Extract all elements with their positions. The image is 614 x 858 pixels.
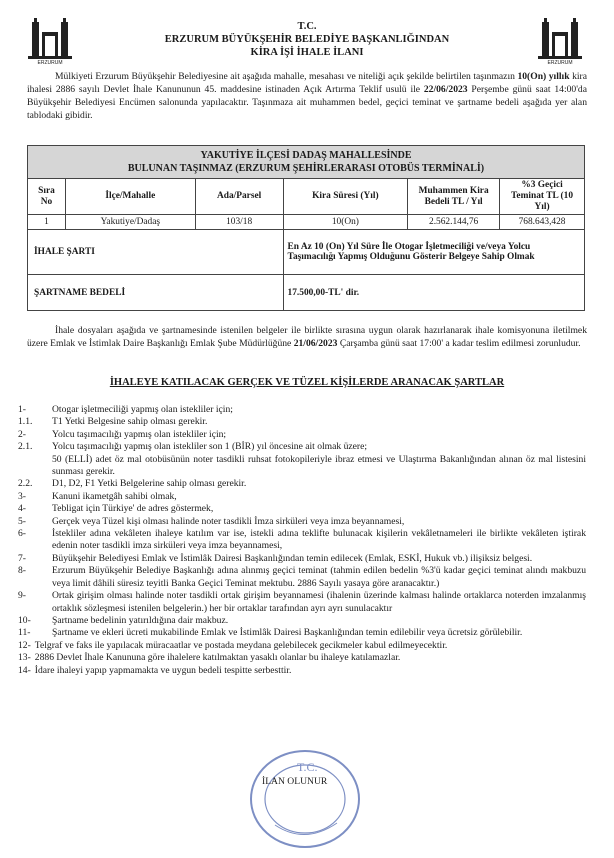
- para2-bold-date: 21/06/2023: [293, 338, 338, 349]
- cell-ilce: Yakutiye/Dadaş: [65, 215, 195, 230]
- list-item: [18, 640, 586, 652]
- list-item-text: Gerçek veya Tüzel kişi olması halinde noter tasdikli İmza sirküleri veya imza beyannamesi,: [52, 515, 405, 527]
- col-header-teminat: %3 Geçici Teminat TL (10 Yıl): [500, 179, 585, 215]
- list-item: [18, 627, 586, 639]
- twin-minaret-logo-icon: [538, 18, 582, 60]
- intro-text-a: Mülkiyeti Erzurum Büyükşehir Belediyesine ait aşağıda mahalle, mesahası ve niteliği açık şekilde belirtilen taşınmazın: [55, 71, 518, 82]
- col-header-ilce: İlçe/Mahalle: [65, 179, 195, 215]
- cell-ada: 103/18: [195, 215, 283, 230]
- list-item: [18, 503, 586, 515]
- list-item: [18, 528, 586, 553]
- list-item-number: 9-: [18, 590, 26, 602]
- header-title: KİRA İŞİ İHALE İLANI: [250, 47, 364, 58]
- list-item: [18, 516, 586, 528]
- header-institution: ERZURUM BÜYÜKŞEHİR BELEDİYE BAŞKANLIĞINDAN: [164, 34, 450, 45]
- list-item-text: Kanuni ikametgâh sahibi olmak,: [52, 490, 177, 502]
- list-item: [18, 416, 586, 428]
- list-item-text: 50 (ELLİ) adet öz mal otobüsünün noter tasdikli ruhsat fotokopileriyle ibraz etmesi ve Ulaştırma Bakanlığından alınan öz mal listesini sunması gerekir.: [52, 453, 586, 478]
- municipality-logo-right: [538, 18, 582, 68]
- list-item-text: T1 Yetki Belgesine sahip olması gerekir.: [52, 416, 208, 428]
- cell-sure: 10(On): [283, 215, 408, 230]
- list-item-text: Telgraf ve faks ile yapılacak müracaatlar ve postada meydana gelebilecek gecikmeler kabul edilmeyecektir.: [34, 639, 448, 651]
- para2-text-a: İhale dosyaları aşağıda ve şartnamesinde istenilen belgeler ile birlikte sırasına uygun olarak hazırlanarak ihale komisyonuna iletilmek üzere Emlak ve İstimlak Daire Başkanlığı Emlak Şube Müdürlüğüne: [27, 325, 587, 349]
- list-item-number: 2-: [18, 428, 26, 440]
- list-item: [18, 565, 586, 590]
- municipality-logo-left: [28, 18, 72, 68]
- logo-caption-right: ERZURUM: [547, 60, 573, 66]
- intro-bold-duration: 10(On) yıllık: [517, 71, 570, 82]
- list-item-text: 2886 Devlet İhale Kanununa göre ihalelere katılmaktan yasaklı olanlar bu ihaleye katılamazlar.: [34, 652, 401, 664]
- logo-caption-left: ERZURUM: [37, 60, 63, 66]
- list-item-text: Büyükşehir Belediyesi Emlak ve İstimlâk Dairesi Başkanlığından temin edilecek (Emlak, ESKİ, Hukuk vb.) ilişiksiz belgesi.: [52, 552, 533, 564]
- twin-minaret-logo-icon: [28, 18, 72, 60]
- list-item-number: 5-: [18, 515, 26, 527]
- intro-text-b: kira ihalesi 2886 sayılı Devlet İhale Kanununun 45. maddesine istinaden Açık Artırma Teklif usulü ile: [27, 71, 587, 95]
- table-title-line1: YAKUTİYE İLÇESİ DADAŞ MAHALLESİNDE: [200, 150, 412, 161]
- official-seal-stamp: [245, 745, 365, 853]
- conditions-title: İHALEYE KATILACAK GERÇEK VE TÜZEL KİŞİLERDE ARANACAK ŞARTLAR: [109, 377, 505, 388]
- list-item-number: [18, 454, 52, 479]
- list-item: [18, 590, 586, 615]
- list-item-number: 14-: [18, 664, 31, 676]
- sartname-bedeli-value: 17.500,00-TL' dir.: [283, 275, 584, 311]
- property-table: [27, 145, 585, 311]
- submission-paragraph: [27, 324, 587, 350]
- stamp-text: T.C.: [297, 760, 318, 774]
- list-item-text: Erzurum Büyükşehir Belediye Başkanlığı adına alınmış geçici teminat (tahmin edilen bedelin %3'ü kadar geçici teminat alındı makbuzu veya limit dâhili süresiz teyitli Banka Geçici Teminat mektubu. 2886 Sayılı yasaya göre aranacaktır.): [52, 565, 586, 589]
- cell-teminat: 768.643,428: [500, 215, 585, 230]
- list-item-number: 7-: [18, 552, 26, 564]
- list-item: [18, 665, 586, 677]
- list-item-number: 2.1.: [18, 441, 33, 453]
- list-item-text: Şartname bedelinin yatırıldığına dair makbuz.: [52, 614, 229, 626]
- sartname-bedeli-label: ŞARTNAME BEDELİ: [28, 275, 284, 311]
- list-item-text: Yolcu taşımacılığı yapmış olan istekliler için;: [52, 428, 227, 440]
- intro-bold-date: 22/06/2023: [423, 84, 468, 95]
- list-item-text: İstekliler adına vekâleten ihaleye katılım var ise, istekli adına teklifte bulunacak kişilerin vekâletnameleri ile birlikte vekâleten iştirak edenin noter tasdikli imza sirküleri veya imza beyannamesi,: [52, 528, 586, 552]
- ilan-olunur: İLAN OLUNUR: [262, 776, 328, 787]
- intro-paragraph: [27, 70, 587, 122]
- list-item-text: D1, D2, F1 Yetki Belgelerine sahip olması gerekir.: [52, 478, 247, 490]
- list-item: [18, 441, 586, 453]
- list-item-text: Ortak girişim olması halinde noter tasdikli ortak girişim beyannamesi (ihalenin üzerinde kalması halinde ortaklarca noterden imzalanmış ortaklık sözleşmesi istenilen belgelerin.) her bir ortaklar tarafından ayrı ayrı sunulacaktır: [52, 590, 586, 614]
- list-item-number: 2.2.: [18, 478, 33, 490]
- list-item-text: Tebligat için Türkiye' de adres göstermek,: [52, 503, 214, 515]
- cell-muhammen: 2.562.144,76: [408, 215, 500, 230]
- intro-text-c: Perşembe günü saat 14:00'da Büyükşehir Belediyesi Encümen salonunda yapılacaktır. Taşınmaza ait muhammen bedel, geçici teminat ve şartname bedeli aşağıda yer alan tablodaki gibidir.: [27, 84, 587, 121]
- list-item-number: 1-: [18, 404, 26, 415]
- list-item-number: 10-: [18, 614, 31, 626]
- list-item: [18, 491, 586, 503]
- list-item-text: İdare ihaleyi yapıp yapmamakta ve uygun bedeli tespitte serbesttir.: [34, 664, 292, 676]
- list-item-number: 3-: [18, 490, 26, 502]
- list-item: [18, 652, 586, 664]
- col-header-muhammen: Muhammen Kira Bedeli TL / Yıl: [408, 179, 500, 215]
- conditions-list: [18, 404, 586, 677]
- table-row: [28, 215, 585, 230]
- list-item-number: 4-: [18, 503, 26, 515]
- list-item-number: 11-: [18, 627, 31, 639]
- list-item-number: 1.1.: [18, 416, 33, 428]
- list-item: [18, 454, 586, 479]
- list-item: [18, 615, 586, 627]
- header-tc: T.C.: [297, 21, 317, 32]
- list-item: [18, 404, 586, 416]
- list-item: [18, 478, 586, 490]
- list-item: [18, 429, 586, 441]
- table-title: [28, 146, 585, 179]
- document-header: [90, 20, 524, 59]
- list-item-text: Yolcu taşımacılığı yapmış olan istekliler son 1 (BİR) yıl öncesine ait olmak üzere;: [52, 441, 368, 453]
- para2-text-b: Çarşamba günü saat 17:00' a kadar teslim edilmesi zorunludur.: [337, 338, 581, 349]
- ihale-sarti-value: En Az 10 (On) Yıl Süre İle Otogar İşletmeciliği ve/veya Yolcu Taşımacılığı Yapmış Olduğunu Gösterir Belgeye Sahip Olmak: [283, 230, 584, 275]
- list-item: [18, 553, 586, 565]
- ihale-sarti-label: İHALE ŞARTI: [28, 230, 284, 275]
- list-item-number: 8-: [18, 565, 26, 577]
- col-header-sure: Kira Süresi (Yıl): [283, 179, 408, 215]
- col-header-sira: Sıra No: [28, 179, 66, 215]
- list-item-text: Şartname ve ekleri ücreti mukabilinde Emlak ve İstimlâk Dairesi Başkanlığından temin edilebilir veya ücretsiz görülebilir.: [52, 627, 523, 639]
- table-title-line2: BULUNAN TAŞINMAZ (ERZURUM ŞEHİRLERARASI OTOBÜS TERMİNALİ): [127, 163, 485, 174]
- list-item-text: Otogar işletmeciliği yapmış olan istekliler için;: [52, 404, 233, 415]
- list-item-number: 13-: [18, 652, 31, 664]
- list-item-number: 6-: [18, 528, 26, 540]
- col-header-ada: Ada/Parsel: [195, 179, 283, 215]
- list-item-number: 12-: [18, 639, 31, 651]
- cell-sira: 1: [28, 215, 66, 230]
